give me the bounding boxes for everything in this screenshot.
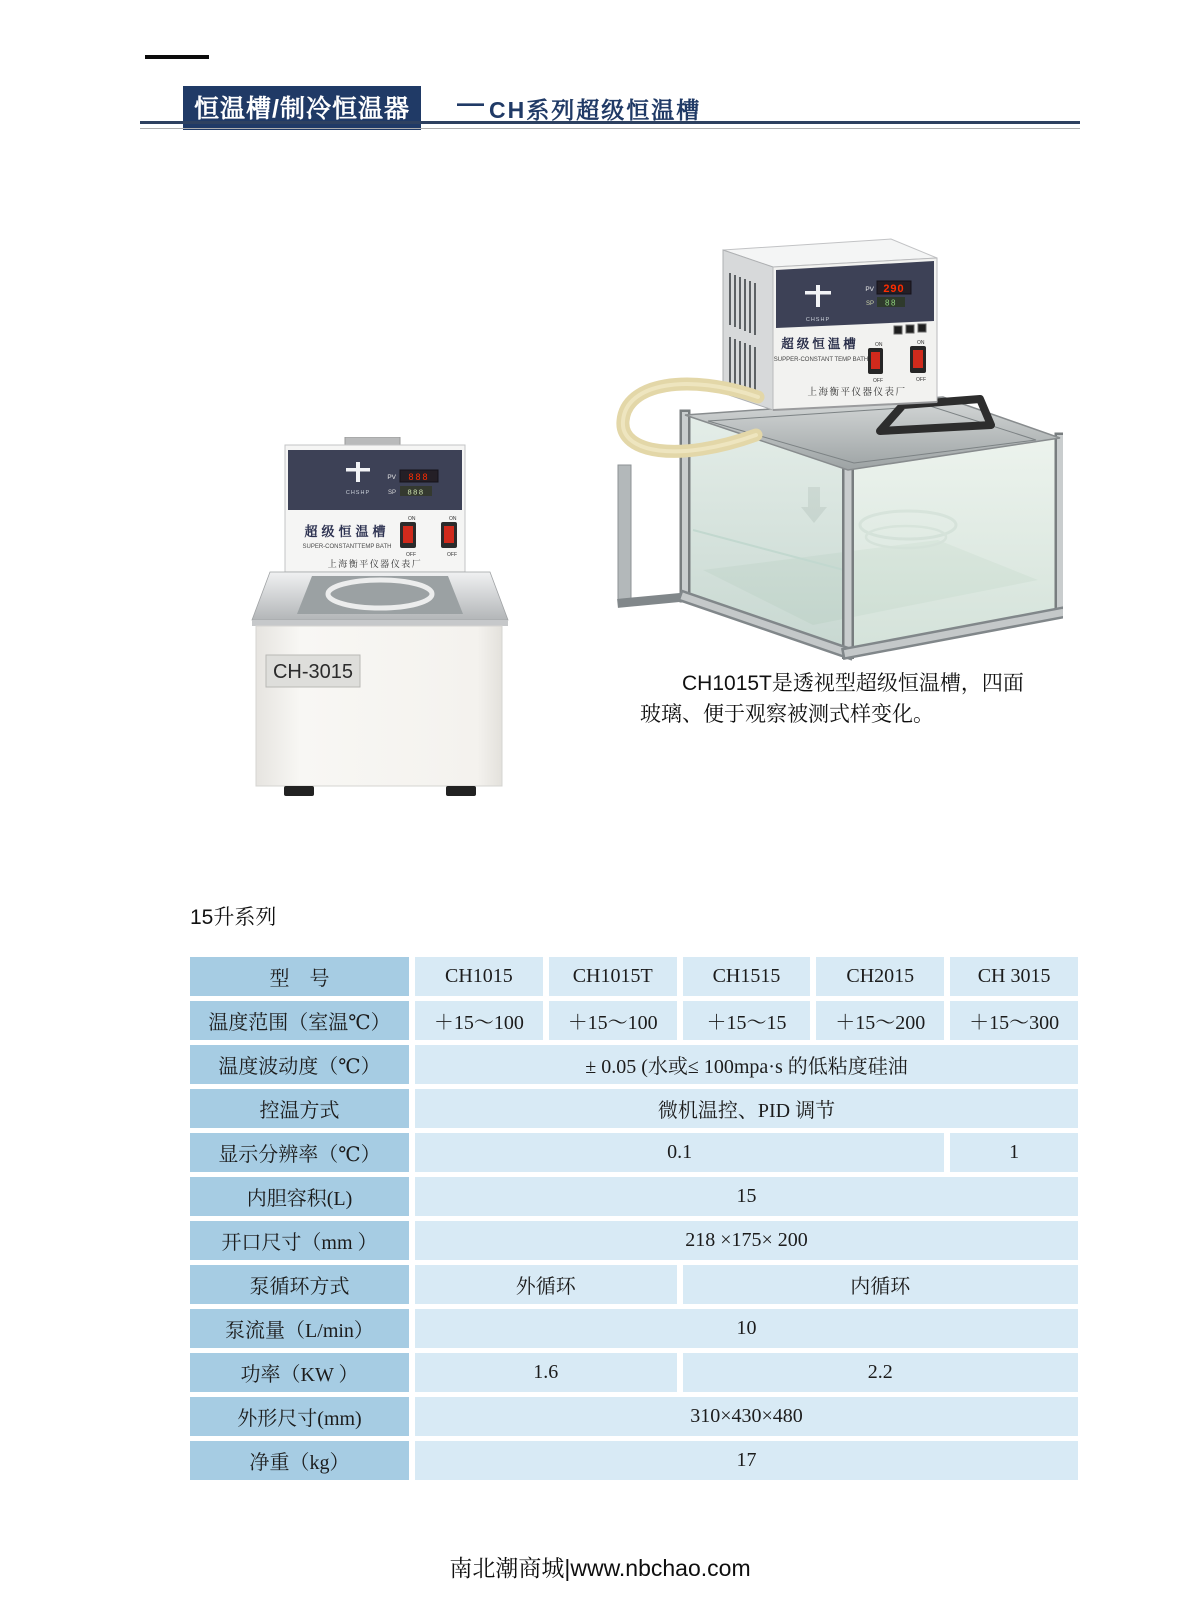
description-line2: 玻璃、便于观察被测式样变化。 xyxy=(640,703,934,726)
menu-buttons xyxy=(894,324,926,334)
svg-text:CHSHP: CHSHP xyxy=(805,317,831,323)
table-label-cell: 外形尺寸(mm) xyxy=(190,1397,409,1436)
panel-title: 超级恒温槽 xyxy=(781,337,859,351)
table-value-cell: 1 xyxy=(950,1133,1078,1172)
table-value-cell: 15 xyxy=(415,1177,1078,1216)
table-value-cell: ＋15～300 xyxy=(950,1001,1078,1040)
table-header-label: 型 号 xyxy=(190,957,409,996)
table-value-cell: 内循环 xyxy=(683,1265,1078,1304)
svg-text:888: 888 xyxy=(407,487,425,497)
svg-text:SP: SP xyxy=(387,490,396,496)
factory-name: 上海衡平仪器仪表厂 xyxy=(327,559,423,569)
model-chip-label: CH-3015 xyxy=(272,661,354,683)
panel-subtitle: SUPPER-CONSTANT TEMP BATH xyxy=(773,357,869,363)
table-label-cell: 净重（kg） xyxy=(190,1441,409,1480)
factory-name: 上海衡平仪器仪表厂 xyxy=(807,387,907,398)
table-value-cell: 10 xyxy=(415,1309,1078,1348)
table-model-cell: CH1015T xyxy=(549,957,677,996)
table-value-cell: 310×430×480 xyxy=(415,1397,1078,1436)
table-model-cell: CH2015 xyxy=(816,957,944,996)
panel-subtitle: SUPER-CONSTANTTEMP BATH xyxy=(302,544,392,550)
table-model-cell: CH1015 xyxy=(415,957,543,996)
svg-text:PV: PV xyxy=(387,474,396,481)
table-value-cell: ＋15～100 xyxy=(549,1001,677,1040)
table-value-cell: 1.6 xyxy=(415,1353,677,1392)
table-label-cell: 泵循环方式 xyxy=(190,1265,409,1304)
svg-text:PV: PV xyxy=(865,286,874,293)
header-dash: — xyxy=(457,88,484,118)
spec-table xyxy=(190,957,1078,1480)
model-chip xyxy=(266,655,360,687)
table-value-cell: ＋15～15 xyxy=(683,1001,811,1040)
table-label-cell: 泵流量（L/min） xyxy=(190,1309,409,1348)
table-model-cell: CH1515 xyxy=(683,957,811,996)
svg-text:ON: ON xyxy=(875,342,883,348)
svg-text:OFF: OFF xyxy=(873,378,883,384)
table-model-cell: CH 3015 xyxy=(950,957,1078,996)
description-line1: CH1015T是透视型超级恒温槽，四面 xyxy=(682,672,1024,695)
foot-right xyxy=(446,786,476,796)
svg-text:OFF: OFF xyxy=(447,552,457,558)
svg-text:SP: SP xyxy=(865,301,874,307)
table-label-cell: 控温方式 xyxy=(190,1089,409,1128)
header-divider xyxy=(140,121,1080,129)
svg-text:CHSHP: CHSHP xyxy=(345,490,371,496)
product-photo-ch3015 xyxy=(250,437,512,802)
svg-text:88: 88 xyxy=(885,298,897,308)
rim-front-edge xyxy=(252,620,508,626)
table-label-cell: 温度波动度（℃） xyxy=(190,1045,409,1084)
table-label-cell: 内胆容积(L) xyxy=(190,1177,409,1216)
category-tag: 恒温槽/制冷恒温器 xyxy=(183,86,421,130)
panel-title: 超级恒温槽 xyxy=(304,524,390,539)
table-label-cell: 功率（KW ） xyxy=(190,1353,409,1392)
svg-text:ON: ON xyxy=(449,516,457,522)
svg-text:ON: ON xyxy=(917,340,925,346)
table-value-cell: 218 ×175× 200 xyxy=(415,1221,1078,1260)
table-value-cell: 外循环 xyxy=(415,1265,677,1304)
svg-text:ON: ON xyxy=(408,516,416,522)
table-label-cell: 显示分辨率（℃） xyxy=(190,1133,409,1172)
svg-text:290: 290 xyxy=(883,283,905,295)
product-description xyxy=(640,668,1082,730)
table-label-cell: 开口尺寸（mm ） xyxy=(190,1221,409,1260)
table-value-cell: ＋15～200 xyxy=(816,1001,944,1040)
bath-body xyxy=(256,626,502,786)
product-photo-ch1015t xyxy=(608,225,1063,665)
series-title: CH系列超级恒温槽 xyxy=(489,97,702,123)
table-value-cell: ＋15～100 xyxy=(415,1001,543,1040)
svg-text:OFF: OFF xyxy=(916,377,926,383)
svg-text:888: 888 xyxy=(408,472,430,482)
footer-site-text: 南北潮商城|www.nbchao.com xyxy=(449,1555,751,1581)
section-title: 15升系列 xyxy=(190,906,277,929)
table-value-cell: 17 xyxy=(415,1441,1078,1480)
table-value-cell: ± 0.05 (水或≤ 100mpa·s 的低粘度硅油 xyxy=(415,1045,1078,1084)
table-value-cell: 微机温控、PID 调节 xyxy=(415,1089,1078,1128)
svg-text:OFF: OFF xyxy=(406,552,416,558)
table-label-cell: 温度范围（室温℃） xyxy=(190,1001,409,1040)
table-value-cell: 2.2 xyxy=(683,1353,1078,1392)
tank-rear-leg xyxy=(618,465,631,603)
page-corner-mark xyxy=(145,55,209,59)
foot-left xyxy=(284,786,314,796)
table-value-cell: 0.1 xyxy=(415,1133,944,1172)
